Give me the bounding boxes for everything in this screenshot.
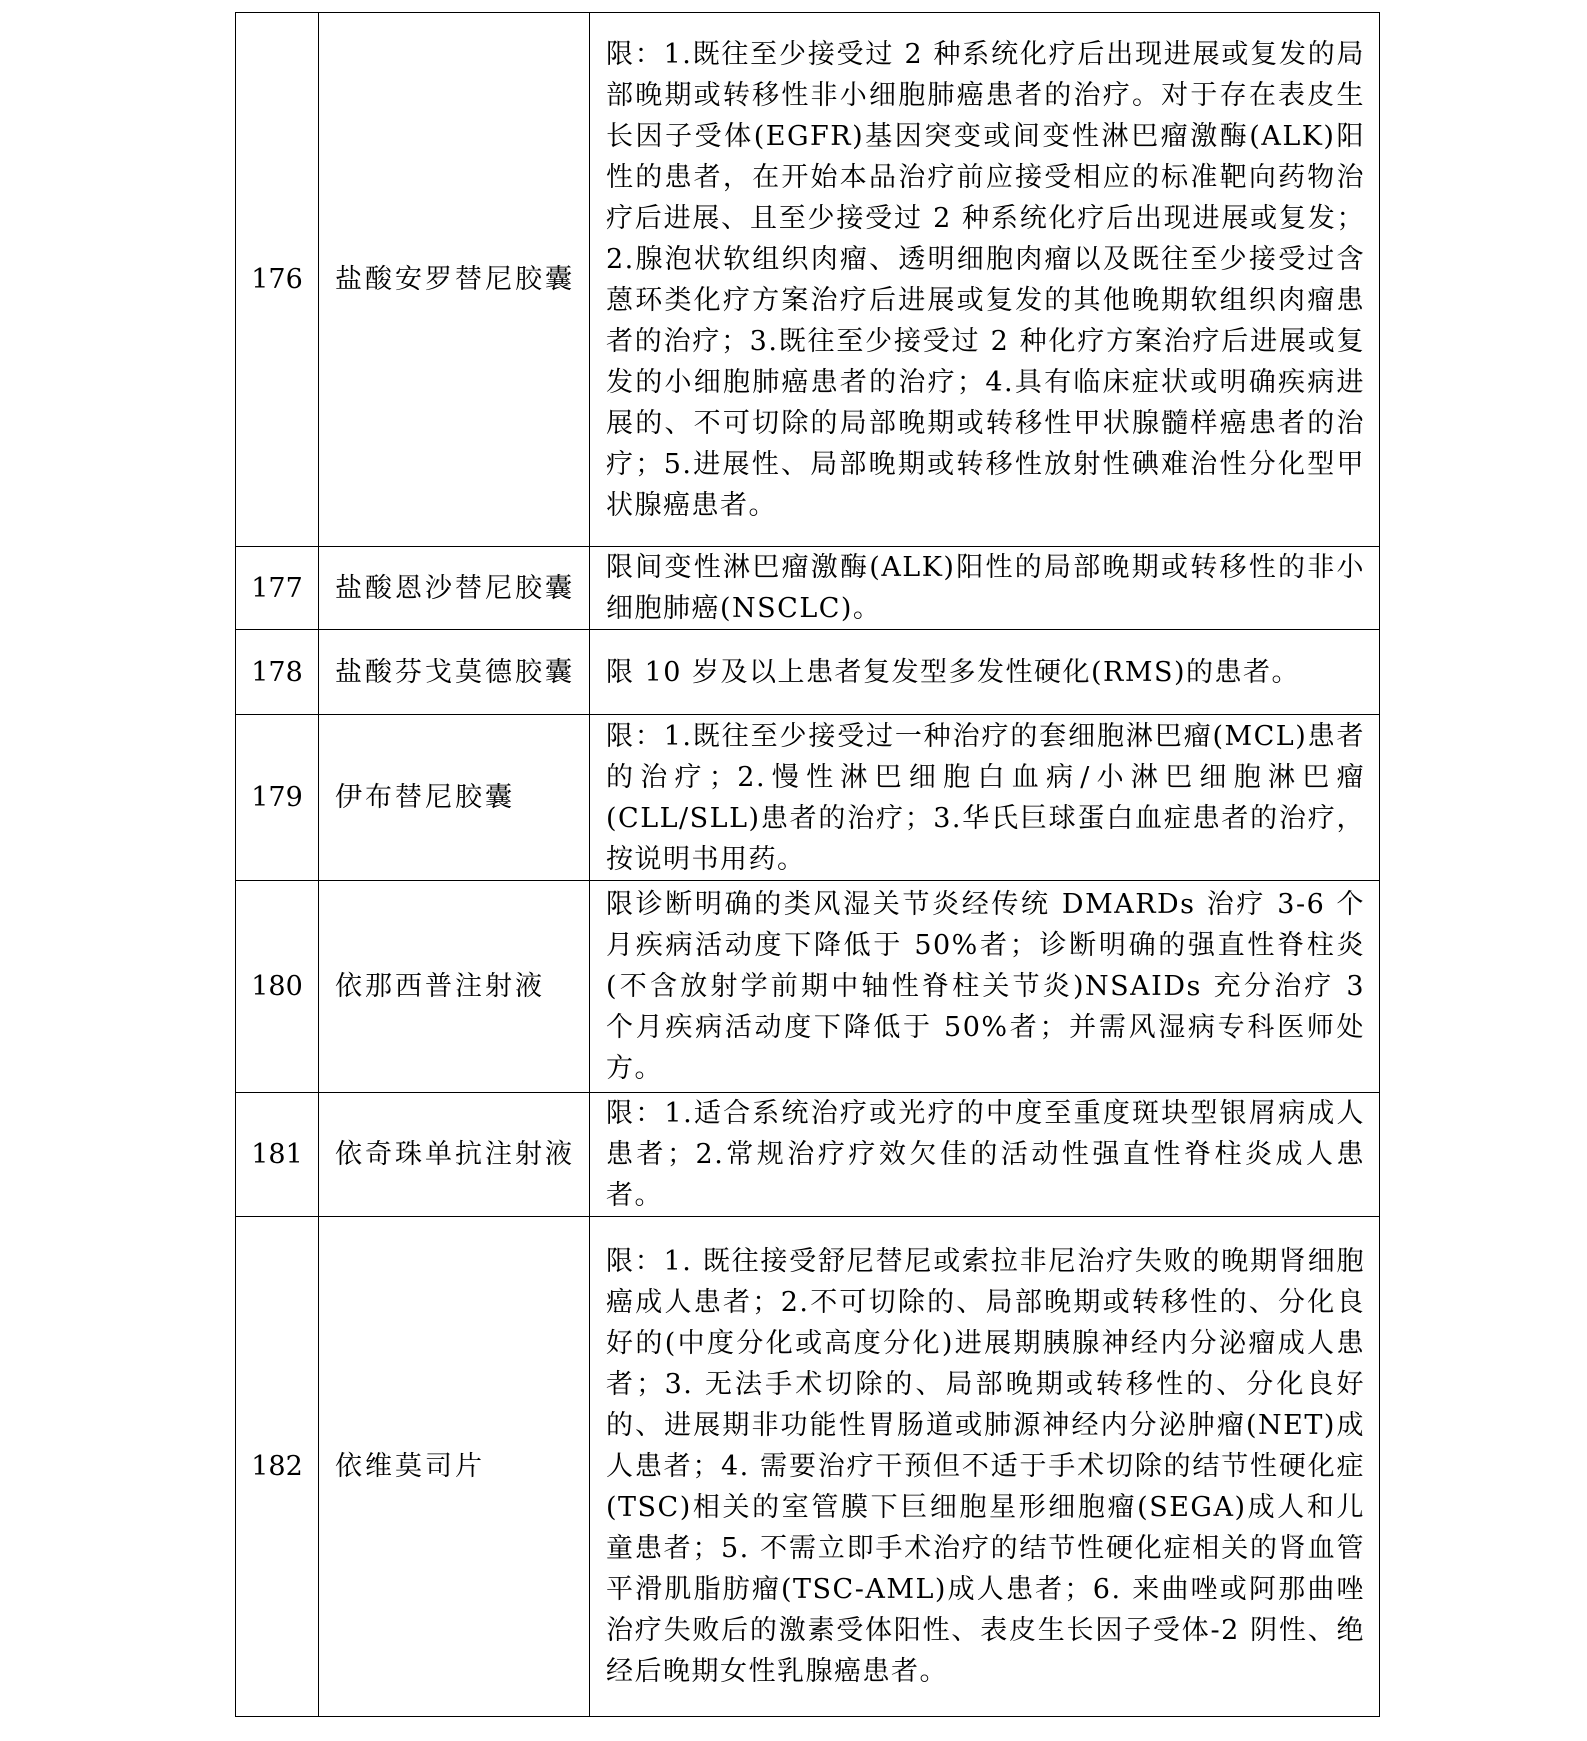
restriction-text: 限 10 岁及以上患者复发型多发性硬化(RMS)的患者。 [590,630,1380,715]
drug-name: 盐酸芬戈莫德胶囊 [319,630,590,715]
row-number: 177 [236,547,319,630]
restriction-text: 限间变性淋巴瘤激酶(ALK)阳性的局部晚期或转移性的非小细胞肺癌(NSCLC)。 [590,547,1380,630]
drug-name: 伊布替尼胶囊 [319,715,590,881]
restriction-text: 限：1.既往至少接受过 2 种系统化疗后出现进展或复发的局部晚期或转移性非小细胞肺癌患者的治疗。对于存在表皮生长因子受体(EGFR)基因突变或间变性淋巴瘤激酶(ALK)阳性的患者，在开始本品治疗前应接受相应的标准靶向药物治疗后进展、且至少接受过 2 种系统化疗后出现进展或复发；2.腺泡状软组织肉瘤、透明细胞肉瘤以及既往至少接受过含蒽环类化疗方案治疗后进展或复发的其他晚期软组织肉瘤患者的治疗；3.既往至少接受过 2 种化疗方案治疗后进展或复发的小细胞肺癌患者的治疗；4.具有临床症状或明确疾病进展的、不可切除的局部晚期或转移性甲状腺髓样癌患者的治疗；5.进展性、局部晚期或转移性放射性碘难治性分化型甲状腺癌患者。 [590,13,1380,547]
restriction-text: 限诊断明确的类风湿关节炎经传统 DMARDs 治疗 3-6 个月疾病活动度下降低于 50%者；诊断明确的强直性脊柱炎(不含放射学前期中轴性脊柱关节炎)NSAIDs 充分治疗 3 个月疾病活动度下降低于 50%者；并需风湿病专科医师处方。 [590,881,1380,1093]
table-row [236,881,1380,1093]
row-number: 176 [236,13,319,547]
restriction-text: 限：1. 既往接受舒尼替尼或索拉非尼治疗失败的晚期肾细胞癌成人患者；2.不可切除的、局部晚期或转移性的、分化良好的(中度分化或高度分化)进展期胰腺神经内分泌瘤成人患者；3. 无法手术切除的、局部晚期或转移性的、分化良好的、进展期非功能性胃肠道或肺源神经内分泌肿瘤(NET)成人患者；4. 需要治疗干预但不适于手术切除的结节性硬化症(TSC)相关的室管膜下巨细胞星形细胞瘤(SEGA)成人和儿童患者；5. 不需立即手术治疗的结节性硬化症相关的肾血管平滑肌脂肪瘤(TSC-AML)成人患者；6. 来曲唑或阿那曲唑治疗失败后的激素受体阳性、表皮生长因子受体-2 阴性、绝经后晚期女性乳腺癌患者。 [590,1217,1380,1717]
drug-name: 盐酸恩沙替尼胶囊 [319,547,590,630]
table-row [236,630,1380,715]
drug-name: 盐酸安罗替尼胶囊 [319,13,590,547]
row-number: 179 [236,715,319,881]
row-number: 182 [236,1217,319,1717]
drug-name: 依维莫司片 [319,1217,590,1717]
drug-name: 依那西普注射液 [319,881,590,1093]
row-number: 180 [236,881,319,1093]
drug-name: 依奇珠单抗注射液 [319,1093,590,1217]
drug-limit-table [235,12,1380,1717]
table-row [236,1217,1380,1717]
table-row [236,1093,1380,1217]
restriction-text: 限：1.既往至少接受过一种治疗的套细胞淋巴瘤(MCL)患者的治疗；2.慢性淋巴细胞白血病/小淋巴细胞淋巴瘤(CLL/SLL)患者的治疗；3.华氏巨球蛋白血症患者的治疗，按说明书用药。 [590,715,1380,881]
table-row [236,13,1380,547]
row-number: 181 [236,1093,319,1217]
table-row [236,715,1380,881]
row-number: 178 [236,630,319,715]
restriction-text: 限：1.适合系统治疗或光疗的中度至重度斑块型银屑病成人患者；2.常规治疗疗效欠佳的活动性强直性脊柱炎成人患者。 [590,1093,1380,1217]
table-row [236,547,1380,630]
